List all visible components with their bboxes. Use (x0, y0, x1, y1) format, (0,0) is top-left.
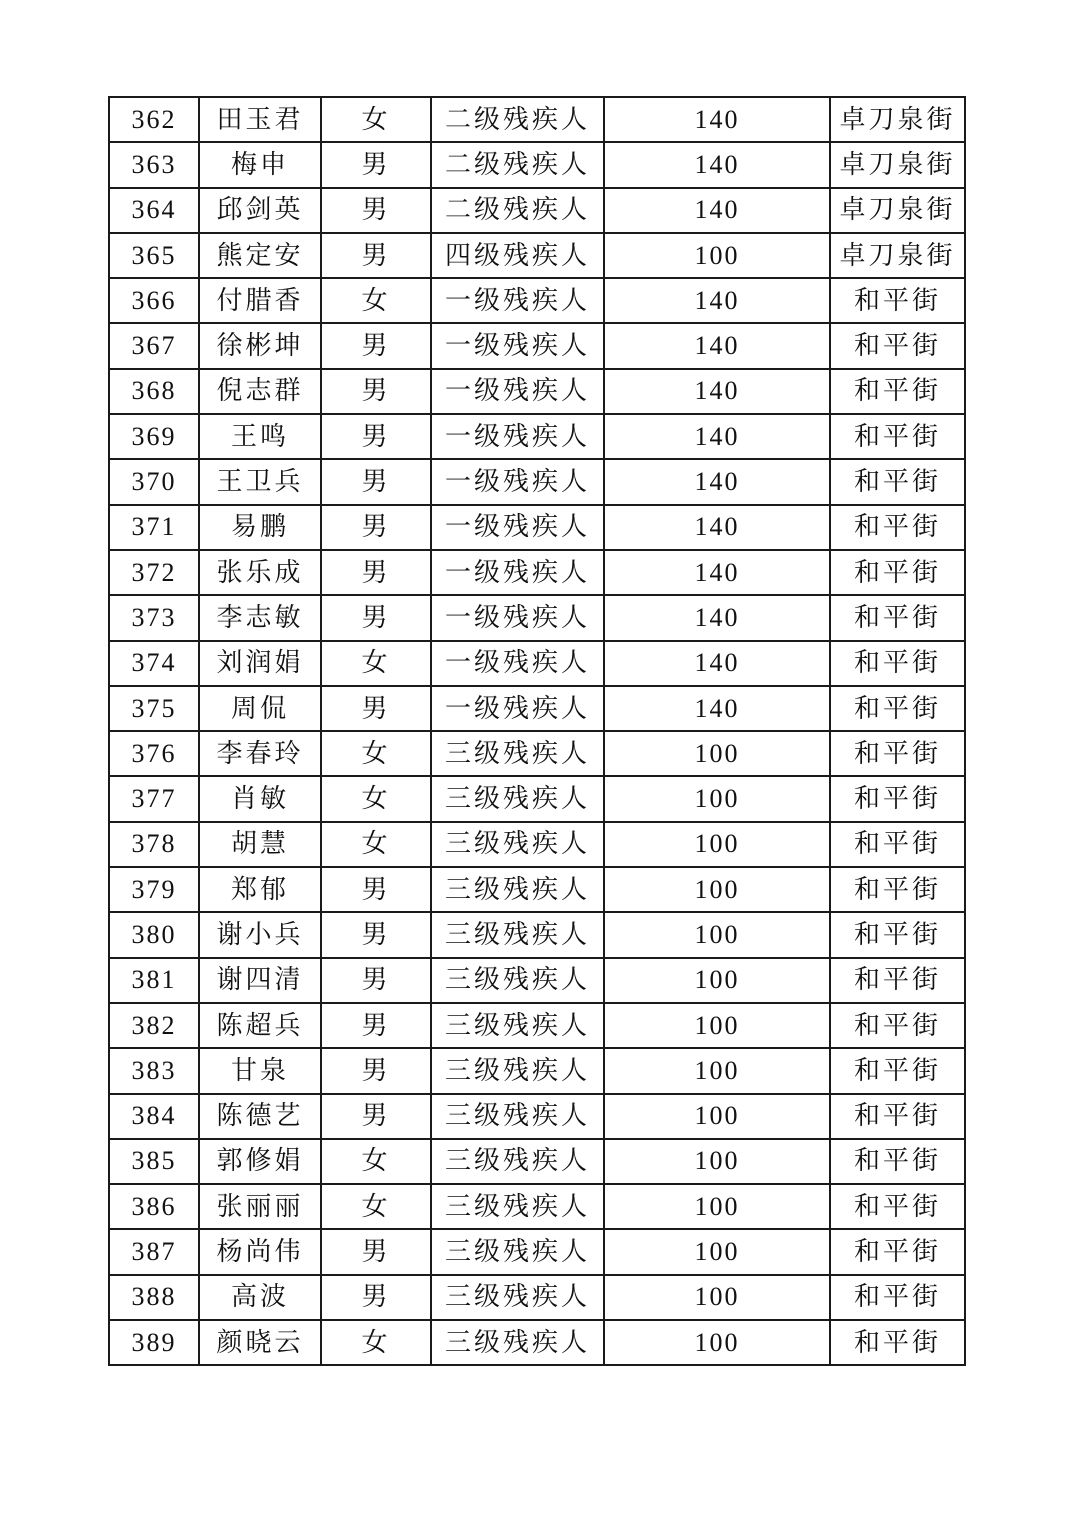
subsidy-amount-cell: 140 (604, 595, 830, 640)
subsidy-amount-cell: 140 (604, 414, 830, 459)
row-number-cell: 371 (109, 505, 199, 550)
gender-cell: 男 (321, 550, 431, 595)
row-number-cell: 365 (109, 233, 199, 278)
street-cell: 和平街 (830, 867, 965, 912)
street-cell: 和平街 (830, 323, 965, 368)
disability-level-cell: 四级残疾人 (431, 233, 604, 278)
subsidy-amount-cell: 100 (604, 912, 830, 957)
gender-cell: 男 (321, 958, 431, 1003)
street-cell: 卓刀泉街 (830, 188, 965, 233)
gender-cell: 男 (321, 505, 431, 550)
disability-level-cell: 一级残疾人 (431, 550, 604, 595)
table-row (109, 595, 965, 640)
street-cell: 和平街 (830, 1003, 965, 1048)
street-cell: 和平街 (830, 1094, 965, 1139)
row-number-cell: 374 (109, 641, 199, 686)
row-number-cell: 366 (109, 278, 199, 323)
gender-cell: 男 (321, 369, 431, 414)
street-cell: 和平街 (830, 595, 965, 640)
disability-level-cell: 二级残疾人 (431, 97, 604, 142)
row-number-cell: 378 (109, 822, 199, 867)
gender-cell: 女 (321, 641, 431, 686)
gender-cell: 男 (321, 1229, 431, 1274)
person-name-cell: 梅申 (199, 142, 321, 187)
table-row (109, 459, 965, 504)
subsidy-amount-cell: 100 (604, 1094, 830, 1139)
disability-level-cell: 一级残疾人 (431, 595, 604, 640)
street-cell: 卓刀泉街 (830, 97, 965, 142)
disability-level-cell: 一级残疾人 (431, 641, 604, 686)
table-row (109, 686, 965, 731)
person-name-cell: 高波 (199, 1275, 321, 1320)
disability-level-cell: 三级残疾人 (431, 1048, 604, 1093)
person-name-cell: 邱剑英 (199, 188, 321, 233)
disability-level-cell: 一级残疾人 (431, 414, 604, 459)
row-number-cell: 380 (109, 912, 199, 957)
person-name-cell: 刘润娟 (199, 641, 321, 686)
street-cell: 和平街 (830, 505, 965, 550)
disability-level-cell: 三级残疾人 (431, 1184, 604, 1229)
subsidy-amount-cell: 140 (604, 142, 830, 187)
street-cell: 和平街 (830, 822, 965, 867)
table-row (109, 1275, 965, 1320)
gender-cell: 女 (321, 776, 431, 821)
subsidy-amount-cell: 140 (604, 97, 830, 142)
gender-cell: 男 (321, 142, 431, 187)
row-number-cell: 379 (109, 867, 199, 912)
row-number-cell: 362 (109, 97, 199, 142)
gender-cell: 男 (321, 1094, 431, 1139)
subsidy-amount-cell: 140 (604, 278, 830, 323)
subsidy-amount-cell: 100 (604, 867, 830, 912)
disability-level-cell: 一级残疾人 (431, 323, 604, 368)
table-row (109, 505, 965, 550)
table-row (109, 867, 965, 912)
subsidy-amount-cell: 140 (604, 323, 830, 368)
person-name-cell: 肖敏 (199, 776, 321, 821)
person-name-cell: 徐彬坤 (199, 323, 321, 368)
gender-cell: 男 (321, 414, 431, 459)
person-name-cell: 王卫兵 (199, 459, 321, 504)
street-cell: 和平街 (830, 459, 965, 504)
gender-cell: 女 (321, 1320, 431, 1365)
row-number-cell: 367 (109, 323, 199, 368)
table-row (109, 550, 965, 595)
subsidy-amount-cell: 140 (604, 369, 830, 414)
disability-level-cell: 一级残疾人 (431, 459, 604, 504)
gender-cell: 男 (321, 912, 431, 957)
disability-level-cell: 一级残疾人 (431, 369, 604, 414)
disability-level-cell: 三级残疾人 (431, 1229, 604, 1274)
disability-level-cell: 一级残疾人 (431, 505, 604, 550)
subsidy-amount-cell: 100 (604, 1275, 830, 1320)
disability-level-cell: 一级残疾人 (431, 278, 604, 323)
row-number-cell: 364 (109, 188, 199, 233)
person-name-cell: 王鸣 (199, 414, 321, 459)
row-number-cell: 385 (109, 1139, 199, 1184)
person-name-cell: 李春玲 (199, 731, 321, 776)
subsidy-amount-cell: 100 (604, 822, 830, 867)
gender-cell: 女 (321, 1184, 431, 1229)
person-name-cell: 张丽丽 (199, 1184, 321, 1229)
gender-cell: 女 (321, 1139, 431, 1184)
row-number-cell: 369 (109, 414, 199, 459)
row-number-cell: 386 (109, 1184, 199, 1229)
roster-table-body (109, 97, 965, 1365)
table-row (109, 1139, 965, 1184)
gender-cell: 男 (321, 188, 431, 233)
gender-cell: 女 (321, 97, 431, 142)
disability-level-cell: 三级残疾人 (431, 867, 604, 912)
row-number-cell: 368 (109, 369, 199, 414)
row-number-cell: 373 (109, 595, 199, 640)
gender-cell: 男 (321, 1003, 431, 1048)
street-cell: 和平街 (830, 1139, 965, 1184)
row-number-cell: 375 (109, 686, 199, 731)
street-cell: 和平街 (830, 641, 965, 686)
table-row (109, 278, 965, 323)
person-name-cell: 熊定安 (199, 233, 321, 278)
table-row (109, 731, 965, 776)
subsidy-amount-cell: 100 (604, 1184, 830, 1229)
row-number-cell: 370 (109, 459, 199, 504)
street-cell: 和平街 (830, 1229, 965, 1274)
row-number-cell: 381 (109, 958, 199, 1003)
row-number-cell: 384 (109, 1094, 199, 1139)
street-cell: 卓刀泉街 (830, 233, 965, 278)
person-name-cell: 胡慧 (199, 822, 321, 867)
subsidy-amount-cell: 100 (604, 1139, 830, 1184)
street-cell: 和平街 (830, 686, 965, 731)
row-number-cell: 389 (109, 1320, 199, 1365)
table-row (109, 1003, 965, 1048)
subsidy-amount-cell: 100 (604, 1048, 830, 1093)
street-cell: 和平街 (830, 1275, 965, 1320)
table-row (109, 958, 965, 1003)
gender-cell: 男 (321, 686, 431, 731)
street-cell: 卓刀泉街 (830, 142, 965, 187)
table-row (109, 188, 965, 233)
table-row (109, 142, 965, 187)
person-name-cell: 陈德艺 (199, 1094, 321, 1139)
row-number-cell: 387 (109, 1229, 199, 1274)
disability-level-cell: 三级残疾人 (431, 912, 604, 957)
street-cell: 和平街 (830, 776, 965, 821)
person-name-cell: 郭修娟 (199, 1139, 321, 1184)
disability-level-cell: 三级残疾人 (431, 1320, 604, 1365)
disability-level-cell: 三级残疾人 (431, 822, 604, 867)
gender-cell: 男 (321, 595, 431, 640)
row-number-cell: 383 (109, 1048, 199, 1093)
disability-level-cell: 三级残疾人 (431, 1275, 604, 1320)
person-name-cell: 谢小兵 (199, 912, 321, 957)
subsidy-amount-cell: 140 (604, 686, 830, 731)
subsidy-amount-cell: 100 (604, 1003, 830, 1048)
gender-cell: 男 (321, 459, 431, 504)
row-number-cell: 376 (109, 731, 199, 776)
gender-cell: 女 (321, 731, 431, 776)
street-cell: 和平街 (830, 550, 965, 595)
table-row (109, 1094, 965, 1139)
disability-level-cell: 二级残疾人 (431, 142, 604, 187)
table-row (109, 1320, 965, 1365)
subsidy-amount-cell: 140 (604, 641, 830, 686)
subsidy-amount-cell: 100 (604, 776, 830, 821)
subsidy-amount-cell: 140 (604, 459, 830, 504)
row-number-cell: 363 (109, 142, 199, 187)
person-name-cell: 杨尚伟 (199, 1229, 321, 1274)
person-name-cell: 张乐成 (199, 550, 321, 595)
gender-cell: 男 (321, 1048, 431, 1093)
disability-level-cell: 三级残疾人 (431, 1003, 604, 1048)
subsidy-amount-cell: 100 (604, 1229, 830, 1274)
disability-level-cell: 一级残疾人 (431, 686, 604, 731)
table-row (109, 776, 965, 821)
table-row (109, 1048, 965, 1093)
subsidy-amount-cell: 140 (604, 505, 830, 550)
table-row (109, 912, 965, 957)
gender-cell: 男 (321, 867, 431, 912)
table-row (109, 97, 965, 142)
street-cell: 和平街 (830, 1048, 965, 1093)
row-number-cell: 382 (109, 1003, 199, 1048)
street-cell: 和平街 (830, 414, 965, 459)
disability-level-cell: 二级残疾人 (431, 188, 604, 233)
table-row (109, 414, 965, 459)
gender-cell: 男 (321, 323, 431, 368)
row-number-cell: 388 (109, 1275, 199, 1320)
table-row (109, 323, 965, 368)
subsidy-amount-cell: 100 (604, 731, 830, 776)
gender-cell: 男 (321, 1275, 431, 1320)
table-row (109, 369, 965, 414)
person-name-cell: 田玉君 (199, 97, 321, 142)
person-name-cell: 谢四清 (199, 958, 321, 1003)
street-cell: 和平街 (830, 731, 965, 776)
person-name-cell: 郑郁 (199, 867, 321, 912)
row-number-cell: 377 (109, 776, 199, 821)
disability-level-cell: 三级残疾人 (431, 776, 604, 821)
subsidy-amount-cell: 140 (604, 188, 830, 233)
person-name-cell: 倪志群 (199, 369, 321, 414)
table-row (109, 1229, 965, 1274)
person-name-cell: 李志敏 (199, 595, 321, 640)
street-cell: 和平街 (830, 912, 965, 957)
person-name-cell: 周侃 (199, 686, 321, 731)
street-cell: 和平街 (830, 1184, 965, 1229)
table-row (109, 1184, 965, 1229)
disability-level-cell: 三级残疾人 (431, 731, 604, 776)
street-cell: 和平街 (830, 369, 965, 414)
street-cell: 和平街 (830, 278, 965, 323)
disability-level-cell: 三级残疾人 (431, 958, 604, 1003)
subsidy-amount-cell: 100 (604, 233, 830, 278)
person-name-cell: 易鹏 (199, 505, 321, 550)
gender-cell: 女 (321, 822, 431, 867)
person-name-cell: 颜晓云 (199, 1320, 321, 1365)
subsidy-amount-cell: 100 (604, 958, 830, 1003)
table-row (109, 822, 965, 867)
subsidy-roster-table (108, 96, 966, 1366)
street-cell: 和平街 (830, 958, 965, 1003)
subsidy-amount-cell: 100 (604, 1320, 830, 1365)
street-cell: 和平街 (830, 1320, 965, 1365)
disability-level-cell: 三级残疾人 (431, 1139, 604, 1184)
disability-level-cell: 三级残疾人 (431, 1094, 604, 1139)
subsidy-amount-cell: 140 (604, 550, 830, 595)
row-number-cell: 372 (109, 550, 199, 595)
person-name-cell: 陈超兵 (199, 1003, 321, 1048)
table-row (109, 233, 965, 278)
table-row (109, 641, 965, 686)
gender-cell: 男 (321, 233, 431, 278)
gender-cell: 女 (321, 278, 431, 323)
person-name-cell: 甘泉 (199, 1048, 321, 1093)
person-name-cell: 付腊香 (199, 278, 321, 323)
